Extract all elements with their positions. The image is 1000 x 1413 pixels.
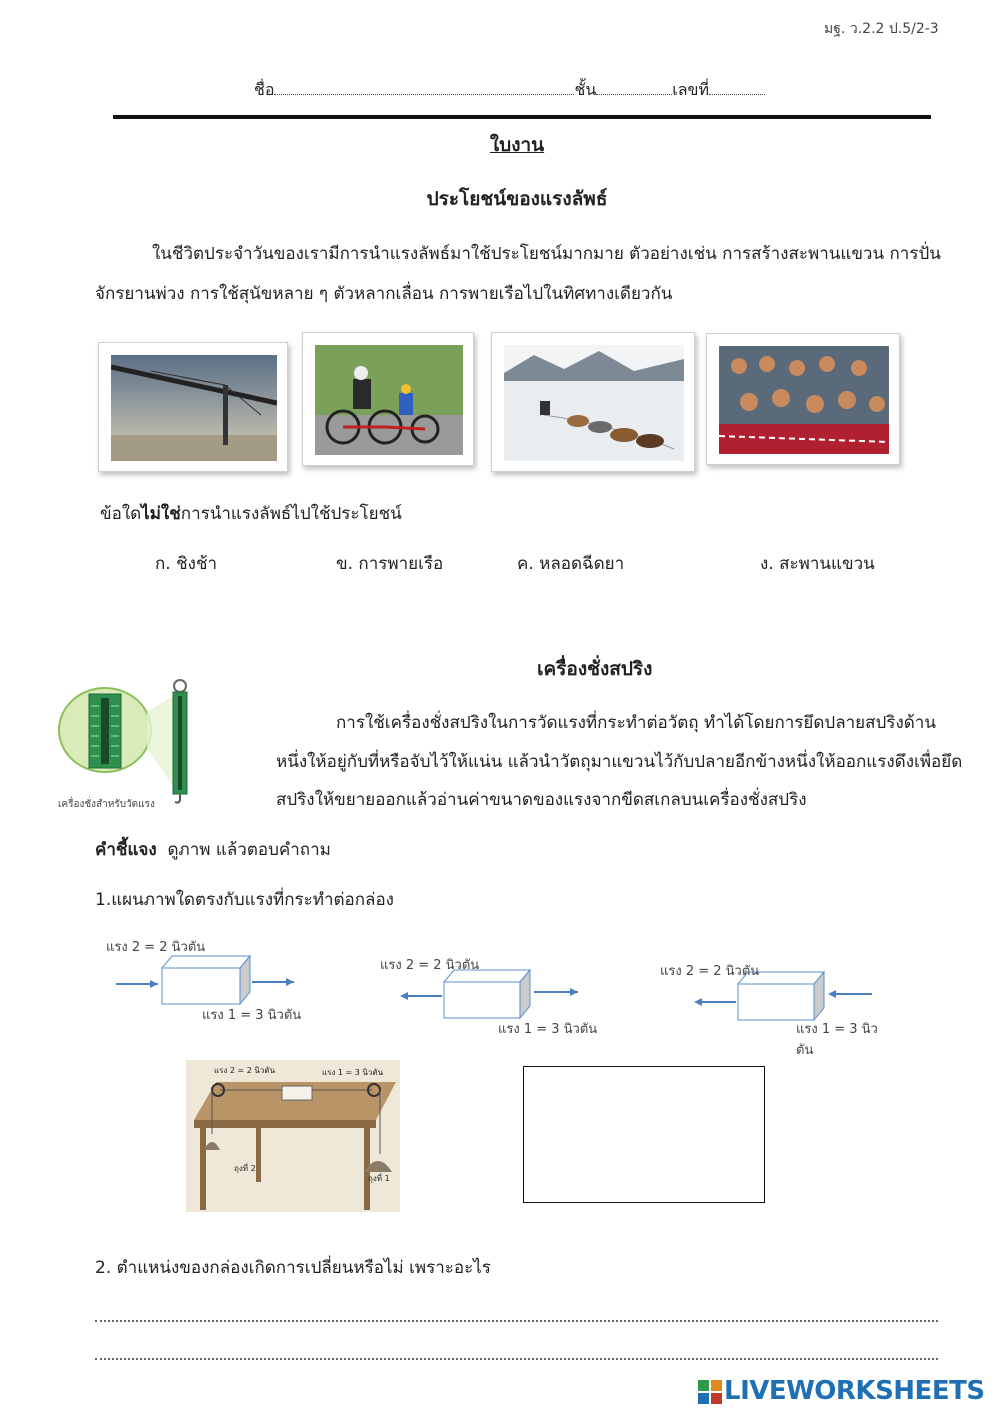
option-d[interactable]: ง. สะพานแขวน	[760, 554, 875, 574]
spring-scale-caption: เครื่องชั่งสำหรับวัดแรง	[58, 799, 155, 810]
photo-rowing-boat	[706, 333, 900, 465]
table-photo-label-left: แรง 2 = 2 นิวตัน	[214, 1066, 276, 1075]
diagram-b-force2: แรง 2 = 2 นิวตัน	[380, 958, 480, 973]
class-field[interactable]	[596, 80, 672, 95]
intro-line-2: จักรยานพ่วง การใช้สุนัขหลาย ๆ ตัวหลากเลื่อน การพายเรือไปในทิศทางเดียวกัน	[95, 284, 673, 304]
instruction	[95, 836, 331, 863]
mc-question-prefix: ข้อใด	[100, 504, 142, 524]
photo-tandem-bicycle	[302, 332, 474, 466]
answer-drop-box[interactable]	[523, 1066, 765, 1203]
diagram-b-force1: แรง 1 = 3 นิวตัน	[498, 1022, 598, 1037]
force-diagram-a[interactable]	[100, 932, 310, 1027]
force-diagram-b[interactable]	[380, 950, 600, 1038]
diagram-a-force2: แรง 2 = 2 นิวตัน	[106, 940, 206, 955]
worksheet-subtitle: ประโยชน์ของแรงลัพธ์	[426, 188, 608, 210]
spring-text-line-3: สปริงให้ขยายออกแล้วอ่านค่าขนาดของแรงจากขีดสเกลบนเครื่องชั่งสปริง	[276, 790, 807, 810]
standard-code: มฐ. ว.2.2 ป.5/2-3	[824, 21, 939, 37]
number-field[interactable]	[709, 80, 765, 95]
photo-suspension-bridge	[98, 342, 288, 472]
diagram-c-force2: แรง 2 = 2 นิวตัน	[660, 964, 760, 979]
option-c[interactable]: ค. หลอดฉีดยา	[517, 554, 625, 574]
answer-line-2[interactable]	[95, 1358, 938, 1360]
table-photo-label-right: แรง 1 = 3 นิวตัน	[322, 1068, 384, 1077]
header-divider	[113, 115, 931, 119]
mc-question	[100, 500, 402, 527]
photo-dog-sled	[491, 332, 695, 472]
answer-line-1[interactable]	[95, 1320, 938, 1322]
intro-line-1: ในชีวิตประจำวันของเรามีการนำแรงลัพธ์มาใช้ประโยชน์มากมาย ตัวอย่างเช่น การสร้างสะพานแขวน การปั่น	[152, 244, 941, 264]
spring-text-line-2: หนึ่งให้อยู่กับที่หรือจับไว้ให้แน่น แล้วนำวัตถุมาแขวนไว้กับปลายอีกข้างหนึ่งให้ออกแรงดึงเพื่อยึด	[276, 752, 963, 772]
question-2: 2. ตำแหน่งของกล่องเกิดการเปลี่ยนหรือไม่ เพราะอะไร	[95, 1258, 491, 1278]
liveworksheets-icon	[698, 1380, 722, 1404]
question-1: 1.แผนภาพใดตรงกับแรงที่กระทำต่อกล่อง	[95, 890, 394, 910]
liveworksheets-text: LIVEWORKSHEETS	[724, 1376, 985, 1406]
force-diagram-c[interactable]	[660, 958, 890, 1058]
option-a[interactable]: ก. ชิงช้า	[155, 554, 218, 574]
instruction-text: ดูภาพ แล้วตอบคำถาม	[167, 840, 331, 860]
spring-scale-illustration	[55, 676, 215, 804]
table-photo-bag-left: ถุงที่ 2	[234, 1164, 256, 1173]
instruction-label: คำชี้แจง	[95, 840, 157, 860]
number-label: เลขที่	[672, 80, 710, 99]
spring-section-title: เครื่องชั่งสปริง	[537, 658, 653, 680]
worksheet-title: ใบงาน	[489, 134, 545, 156]
option-b[interactable]: ข. การพายเรือ	[336, 554, 444, 574]
student-info-line	[254, 78, 765, 103]
diagram-a-force1: แรง 1 = 3 นิวตัน	[202, 1008, 302, 1023]
name-label: ชื่อ	[254, 80, 275, 99]
diagram-c-force1: แรง 1 = 3 นิวตัน	[796, 1022, 878, 1058]
table-photo-bag-right: ถุงที่ 1	[368, 1174, 390, 1183]
table-pulley-photo	[186, 1060, 400, 1212]
mc-question-suffix: การนำแรงลัพธ์ไปใช้ประโยชน์	[180, 504, 402, 524]
name-field[interactable]	[274, 80, 574, 95]
spring-text-line-1: การใช้เครื่องชั่งสปริงในการวัดแรงที่กระทำต่อวัตถุ ทำได้โดยการยึดปลายสปริงด้าน	[336, 713, 936, 733]
mc-question-emphasis: ไม่ใช่	[141, 504, 181, 524]
class-label: ชั้น	[574, 80, 597, 99]
